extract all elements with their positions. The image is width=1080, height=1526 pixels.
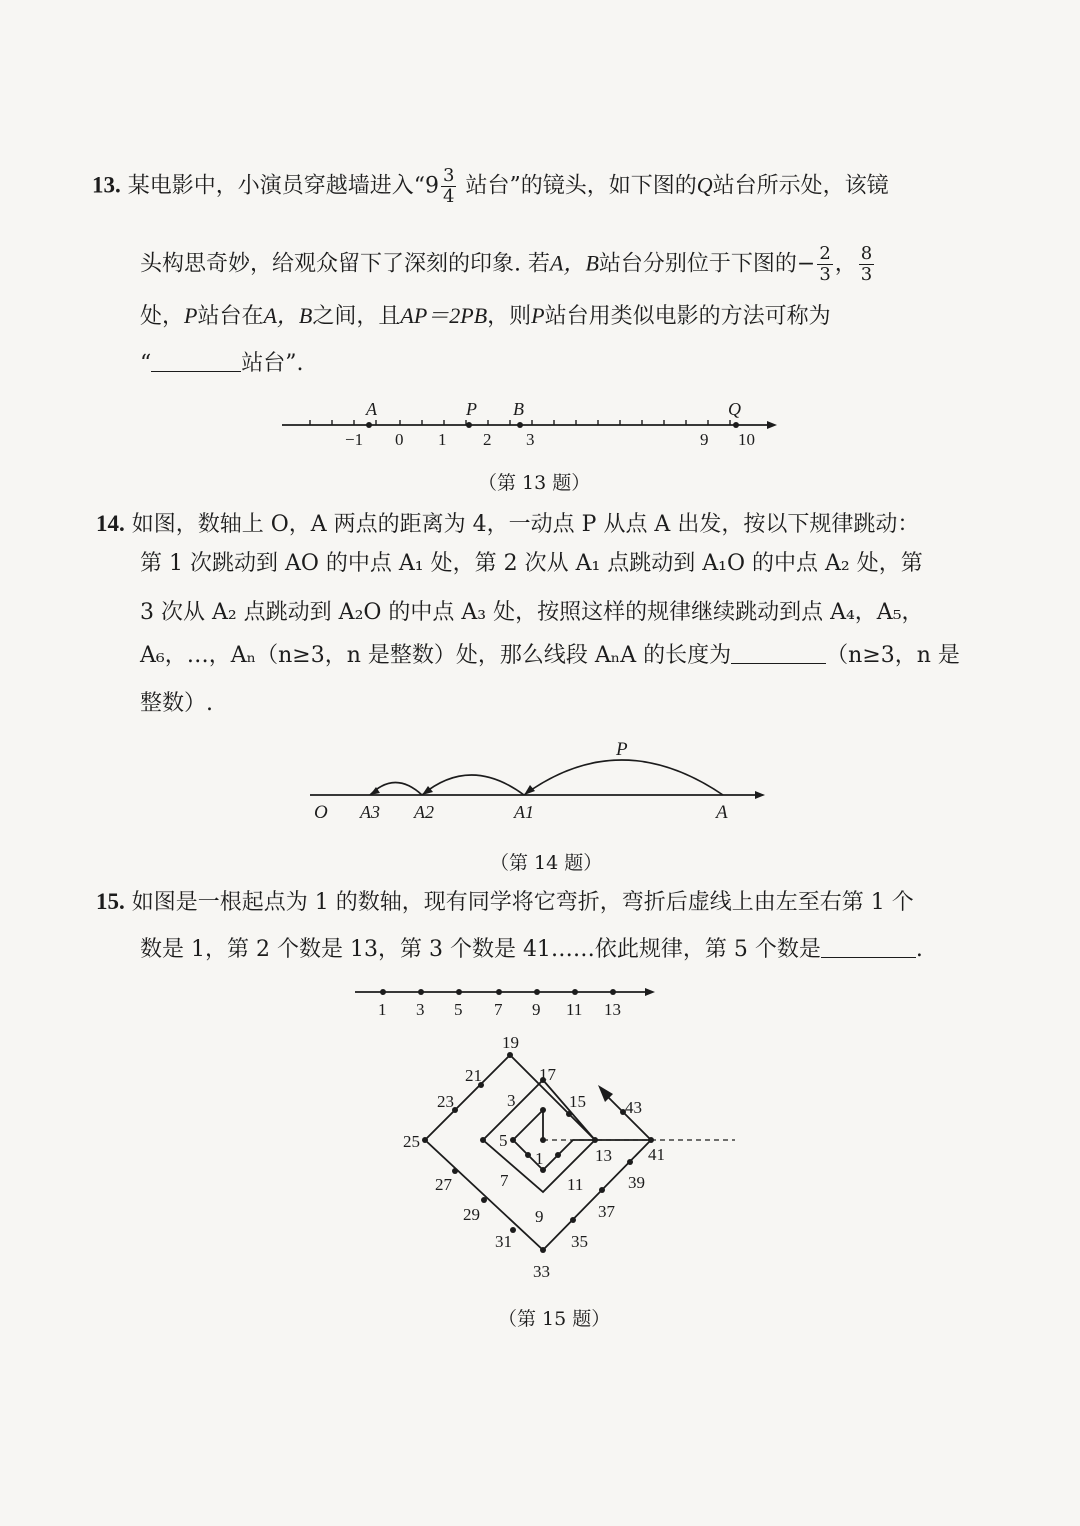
q15-label-15: 15 — [569, 1092, 586, 1111]
q15-label-17: 17 — [539, 1065, 556, 1084]
q13-text-1c: 站台所示处，该镜 — [712, 173, 889, 199]
q14-label-p: P — [616, 739, 628, 760]
q14-line-3: 3 次从 A₂ 点跳动到 A₂O 的中点 A₃ 处，按照这样的规律继续跳动到点 A₄，A₅， — [140, 600, 924, 625]
q14-line-1 — [96, 510, 919, 539]
q15-tick-9: 9 — [532, 1000, 541, 1019]
q14-text-1: 如图，数轴上 O，A 两点的距离为 4，一动点 P 从点 A 出发，按以下规律跳动： — [131, 512, 920, 537]
q13-number: 13. — [92, 172, 121, 198]
q15-label-41: 41 — [648, 1145, 665, 1164]
q13-text-2b: 站台分别位于下图的− — [598, 251, 816, 277]
q15-label-5: 5 — [499, 1131, 508, 1150]
q13-fraction-3-4: $\frac{3}{4}$ — [443, 165, 455, 207]
q15-answer-blank[interactable] — [821, 937, 916, 958]
q15-label-23: 23 — [437, 1092, 454, 1111]
q13-line-3: 处，P站台在A，B之间，且AP＝2PB，则P站台用类似电影的方法可称为 — [140, 303, 831, 329]
q15-tick-3: 3 — [416, 1000, 425, 1019]
q13-point-p — [466, 422, 472, 428]
q15-label-39: 39 — [628, 1173, 645, 1192]
q15-label-21: 21 — [465, 1066, 482, 1085]
q15-label-29: 29 — [463, 1205, 480, 1224]
q14-line-5: 整数）. — [140, 691, 213, 716]
q13-var-q: Q — [696, 172, 713, 198]
q14-number-line — [300, 735, 780, 835]
q15-label-25: 25 — [403, 1132, 420, 1151]
q15-line-1 — [96, 888, 914, 917]
q14-label-o: O — [314, 802, 328, 823]
q14-caption: （第 14 题） — [490, 852, 603, 874]
q15-label-43: 43 — [625, 1098, 642, 1117]
q13-tick-10: 10 — [738, 430, 755, 449]
q15-tick-7: 7 — [494, 1000, 503, 1019]
q13-label-q: Q — [728, 399, 741, 419]
q14-line-4: A₆，…，Aₙ（n≥3，n 是整数）处，那么线段 AₙA 的长度为 （n≥3，n 是 — [140, 643, 960, 668]
q13-line-4: “ 站台”. — [140, 351, 304, 376]
q15-number: 15. — [96, 889, 125, 914]
q13-tick-3: 3 — [526, 430, 535, 449]
q15-label-1: 1 — [535, 1149, 544, 1168]
q15-label-37: 37 — [598, 1202, 615, 1221]
q13-label-p: P — [466, 399, 477, 419]
q15-label-33: 33 — [533, 1262, 550, 1281]
q13-fraction-2-3: $\frac{2}{3}$ — [819, 243, 831, 285]
q13-tick-neg1: −1 — [345, 430, 364, 449]
q15-label-19: 19 — [502, 1033, 519, 1052]
q13-text-2a: 头构思奇妙，给观众留下了深刻的印象. 若 — [140, 251, 550, 277]
q14-answer-blank[interactable] — [731, 643, 826, 664]
q13-caption: （第 13 题） — [478, 472, 591, 494]
q14-label-a2: A2 — [414, 802, 434, 822]
q15-label-9: 9 — [535, 1207, 544, 1226]
q15-tick-5: 5 — [454, 1000, 463, 1019]
q13-answer-blank[interactable] — [151, 351, 241, 372]
q13-tick-0: 0 — [395, 430, 404, 449]
q15-label-35: 35 — [571, 1232, 588, 1251]
q15-line-2: 数是 1，第 2 个数是 13，第 3 个数是 41……依此规律，第 5 个数是 . — [140, 937, 923, 962]
q13-fraction-8-3: $\frac{8}{3}$ — [860, 243, 873, 285]
q13-text-1a: 某电影中，小演员穿越墙进入“9 — [127, 173, 439, 199]
q14-label-a3: A3 — [360, 802, 380, 822]
q13-tick-1: 1 — [438, 430, 447, 449]
q15-spiral-figure — [395, 1030, 745, 1285]
q15-tick-11: 11 — [566, 1000, 583, 1019]
q13-line-2: 头构思奇妙，给观众留下了深刻的印象. 若A，B站台分别位于下图的− $\frac{2}{3}$ ， $\frac{8}{3}$ — [140, 243, 873, 285]
q15-tick-13: 13 — [604, 1000, 621, 1019]
q13-label-b: B — [513, 399, 524, 419]
q13-line-1 — [92, 166, 889, 207]
q15-label-7: 7 — [500, 1171, 509, 1190]
q15-caption: （第 15 题） — [498, 1308, 611, 1330]
q14-label-a: A — [716, 802, 728, 823]
q13-tick-2: 2 — [483, 430, 492, 449]
q15-number-line — [345, 975, 665, 1025]
q15-label-11: 11 — [567, 1175, 584, 1194]
q15-label-27: 27 — [435, 1175, 452, 1194]
q14-number: 14. — [96, 511, 125, 536]
q14-label-a1: A1 — [514, 802, 534, 822]
q13-point-q — [733, 422, 739, 428]
q13-point-a — [366, 422, 372, 428]
q13-point-b — [517, 422, 523, 428]
q13-text-1b: 站台”的镜头，如下图的 — [465, 173, 697, 199]
q13-tick-9: 9 — [700, 430, 709, 449]
q15-label-13: 13 — [595, 1146, 612, 1165]
q13-number-line — [270, 395, 790, 455]
q15-tick-1: 1 — [378, 1000, 387, 1019]
q14-line-2: 第 1 次跳动到 AO 的中点 A₁ 处，第 2 次从 A₁ 点跳动到 A₁O 的中点 A₂ 处，第 — [140, 551, 923, 576]
q13-label-a: A — [366, 399, 377, 419]
q15-label-31: 31 — [495, 1232, 512, 1251]
q15-text-1: 如图是一根起点为 1 的数轴，现有同学将它弯折，弯折后虚线上由左至右第 1 个 — [131, 890, 914, 915]
q15-label-3: 3 — [507, 1091, 516, 1110]
q13-var-ab: A，B — [550, 250, 599, 276]
